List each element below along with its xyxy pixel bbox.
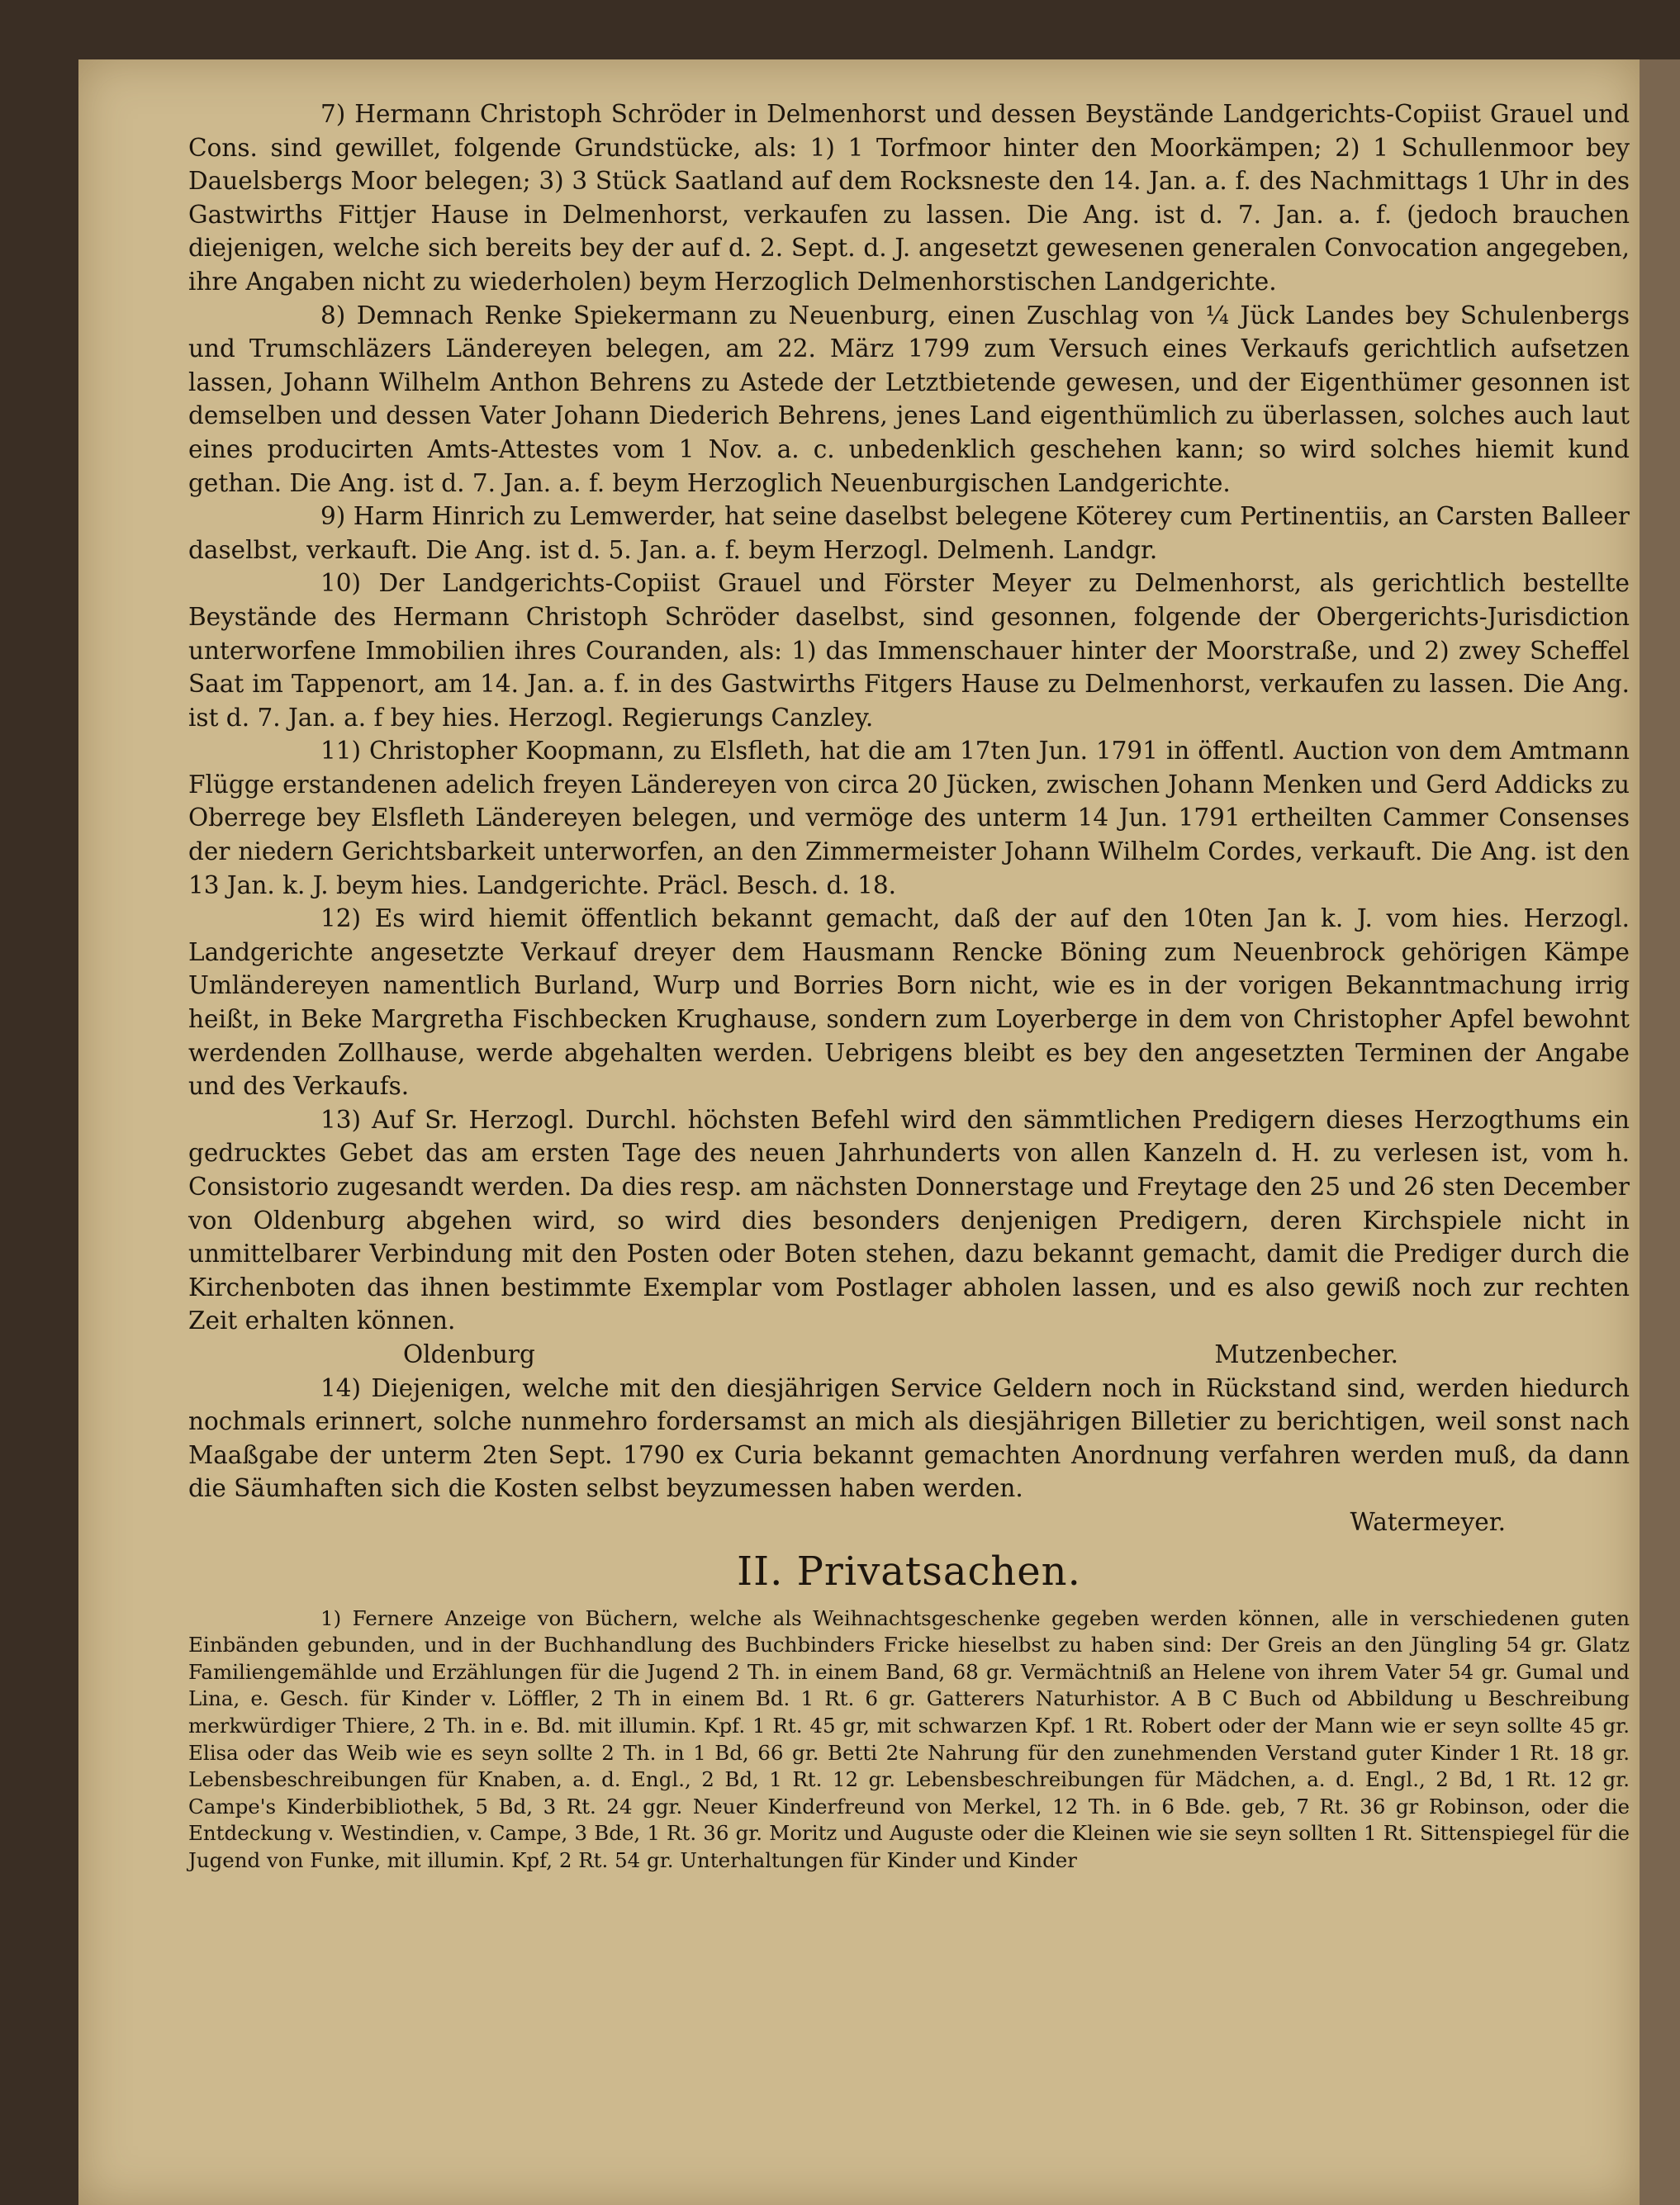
notice-10: 10) Der Landgerichts-Copiist Grauel und Förster Meyer zu Delmenhorst, als gerichtlich bestellte Beystände des Hermann Christoph Schröder daselbst, sind gesonnen, folgende der Obergerichts-Jurisdiction unterworfene Immobilien ihres Couranden, als: 1) das Immenschauer hinter der Moorstraße, und 2) zwey Scheffel Saat im Tappenort, am 14. Jan. a. f. in des Gastwirths Fitgers Hause zu Delmenhorst, verkaufen zu lassen. Die Ang. ist d. 7. Jan. a. f bey hies. Herzogl. Regierungs Canzley. <box>188 569 1630 732</box>
notice-9: 9) Harm Hinrich zu Lemwerder, hat seine daselbst belegene Köterey cum Pertinentiis, an Carsten Balleer daselbst, verkauft. Die Ang. ist d. 5. Jan. a. f. beym Herzogl. Delmenh. Landgr. <box>188 502 1630 564</box>
signature-place: Oldenburg <box>403 1340 535 1368</box>
signature-name: Mutzenbecher. <box>1214 1340 1398 1368</box>
private-notice-1: 1) Fernere Anzeige von Büchern, welche als Weihnachtsgeschenke gegeben werden können, alle in verschiedenen guten Einbänden gebunden, und in der Buchhandlung des Buchbinders Fricke hieselbst zu haben sind: Der Greis an den Jüngling 54 gr. Glatz Familiengemählde und Erzählungen für die Jugend 2 Th. in einem Band, 68 gr. Vermächtniß an Helene von ihrem Vater 54 gr. Gumal und Lina, e. Gesch. für Kinder v. Löffler, 2 Th in einem Bd. 1 Rt. 6 gr. Gatterers Naturhistor. A B C Buch od Abbildung u Beschreibung merkwürdiger Thiere, 2 Th. in e. Bd. mit illumin. Kpf. 1 Rt. 45 gr, mit schwarzen Kpf. 1 Rt. Robert oder der Mann wie er seyn sollte 45 gr. Elisa oder das Weib wie es seyn sollte 2 Th. in 1 Bd, 66 gr. Betti 2te Nahrung für den zunehmenden Verstand guter Kinder 1 Rt. 18 gr. Lebensbeschreibungen für Knaben, a. d. Engl., 2 Bd, 1 Rt. 12 gr. Lebensbeschreibungen für Mädchen, a. d. Engl., 2 Bd, 1 Rt. 12 gr. Campe's Kinderbibliothek, 5 Bd, 3 Rt. 24 ggr. Neuer Kinderfreund von Merkel, 12 Th. in 6 Bde. geb, 7 Rt. 36 gr Robinson, oder die Entdeckung v. Westindien, v. Campe, 3 Bde, 1 Rt. 36 gr. Moritz und Auguste oder die Kleinen wie sie seyn sollten 1 Rt. Sittenspiegel für die Jugend von Funke, mit illumin. Kpf, 2 Rt. 54 gr. Unterhaltungen für Kinder und Kinder <box>188 1605 1630 1872</box>
notice-14: 14) Diejenigen, welche mit den diesjährigen Service Geldern noch in Rückstand sind, werden hiedurch nochmals erinnert, solche nunmehro fordersamst an mich als diesjährigen Billetier zu berichtigen, weil sonst nach Maaßgabe der unterm 2ten Sept. 1790 ex Curia bekannt gemachten Anordnung verfahren werden muß, da dann die Säumhaften sich die Kosten selbst beyzumessen haben werden. <box>188 1373 1630 1503</box>
notice-14-signature: Watermeyer. <box>1350 1507 1506 1536</box>
page-edge <box>1640 59 1680 2205</box>
notice-12: 12) Es wird hiemit öffentlich bekannt gemacht, daß der auf den 10ten Jan k. J. vom hies. Herzogl. Landgerichte angesetzte Verkauf dreyer dem Hausmann Rencke Böning zum Neuenbrock gehörigen Kämpe Umländereyen namentlich Burland, Wurp und Borries Born nicht, wie es in der vorigen Bekanntmachung irrig heißt, in Beke Margretha Fischbecken Krughause, sondern zum Loyerberge in dem von Christopher Apfel bewohnt werdenden Zollhause, werde abgehalten werden. Uebrigens bleibt es bey den angesetzten Terminen der Angabe und des Verkaufs. <box>188 904 1630 1101</box>
page-text <box>188 97 1630 1874</box>
notice-13: 13) Auf Sr. Herzogl. Durchl. höchsten Befehl wird den sämmtlichen Predigern dieses Herzogthums ein gedrucktes Gebet das am ersten Tage des neuen Jahrhunderts von allen Kanzeln d. H. zu verlesen ist, vom h. Consistorio zugesandt werden. Da dies resp. am nächsten Donnerstage und Freytage den 25 und 26 sten December von Oldenburg abgehen wird, so wird dies besonders denjenigen Predigern, deren Kirchspiele nicht in unmittelbarer Verbindung mit den Posten oder Boten stehen, dazu bekannt gemacht, damit die Prediger durch die Kirchenboten das ihnen bestimmte Exemplar vom Postlager abholen lassen, und es also gewiß noch zur rechten Zeit erhalten können. <box>188 1105 1630 1335</box>
section-heading: II. Privatsachen. <box>737 1548 1081 1595</box>
notice-13-signature <box>188 1338 1630 1372</box>
notice-7: 7) Hermann Christoph Schröder in Delmenhorst und dessen Beystände Landgerichts-Copiist Grauel und Cons. sind gewillet, folgende Grundstücke, als: 1) 1 Torfmoor hinter den Moorkämpen; 2) 1 Schullenmoor bey Dauelsbergs Moor belegen; 3) 3 Stück Saatland auf dem Rocksneste den 14. Jan. a. f. des Nachmittags 1 Uhr in des Gastwirths Fittjer Hause in Delmenhorst, verkaufen zu lassen. Die Ang. ist d. 7. Jan. a. f. (jedoch brauchen diejenigen, welche sich bereits bey der auf d. 2. Sept. d. J. angesetzt gewesenen generalen Convocation angegeben, ihre Angaben nicht zu wiederholen) beym Herzoglich Delmenhorstischen Landgerichte. <box>188 100 1630 296</box>
notice-11: 11) Christopher Koopmann, zu Elsfleth, hat die am 17ten Jun. 1791 in öffentl. Auction von dem Amtmann Flügge erstandenen adelich freyen Ländereyen von circa 20 Jücken, zwischen Johann Menken und Gerd Addicks zu Oberrege bey Elsfleth Ländereyen belegen, und vermöge des unterm 14 Jun. 1791 ertheilten Cammer Consenses der niedern Gerichtsbarkeit unterworfen, an den Zimmermeister Johann Wilhelm Cordes, verkauft. Die Ang. ist den 13 Jan. k. J. beym hies. Landgerichte. Präcl. Besch. d. 18. <box>188 737 1630 899</box>
notice-8: 8) Demnach Renke Spiekermann zu Neuenburg, einen Zuschlag von ¼ Jück Landes bey Schulenbergs und Trumschläzers Ländereyen belegen, am 22. März 1799 zum Versuch eines Verkaufs gerichtlich aufsetzen lassen, Johann Wilhelm Anthon Behrens zu Astede der Letztbietende gewesen, und der Eigenthümer gesonnen ist demselben und dessen Vater Johann Diederich Behrens, jenes Land eigenthümlich zu überlassen, solches auch laut eines producirten Amts-Attestes vom 1 Nov. a. c. unbedenklich geschehen kann; so wird solches hiemit kund gethan. Die Ang. ist d. 7. Jan. a. f. beym Herzoglich Neuenburgischen Landgerichte. <box>188 301 1630 497</box>
